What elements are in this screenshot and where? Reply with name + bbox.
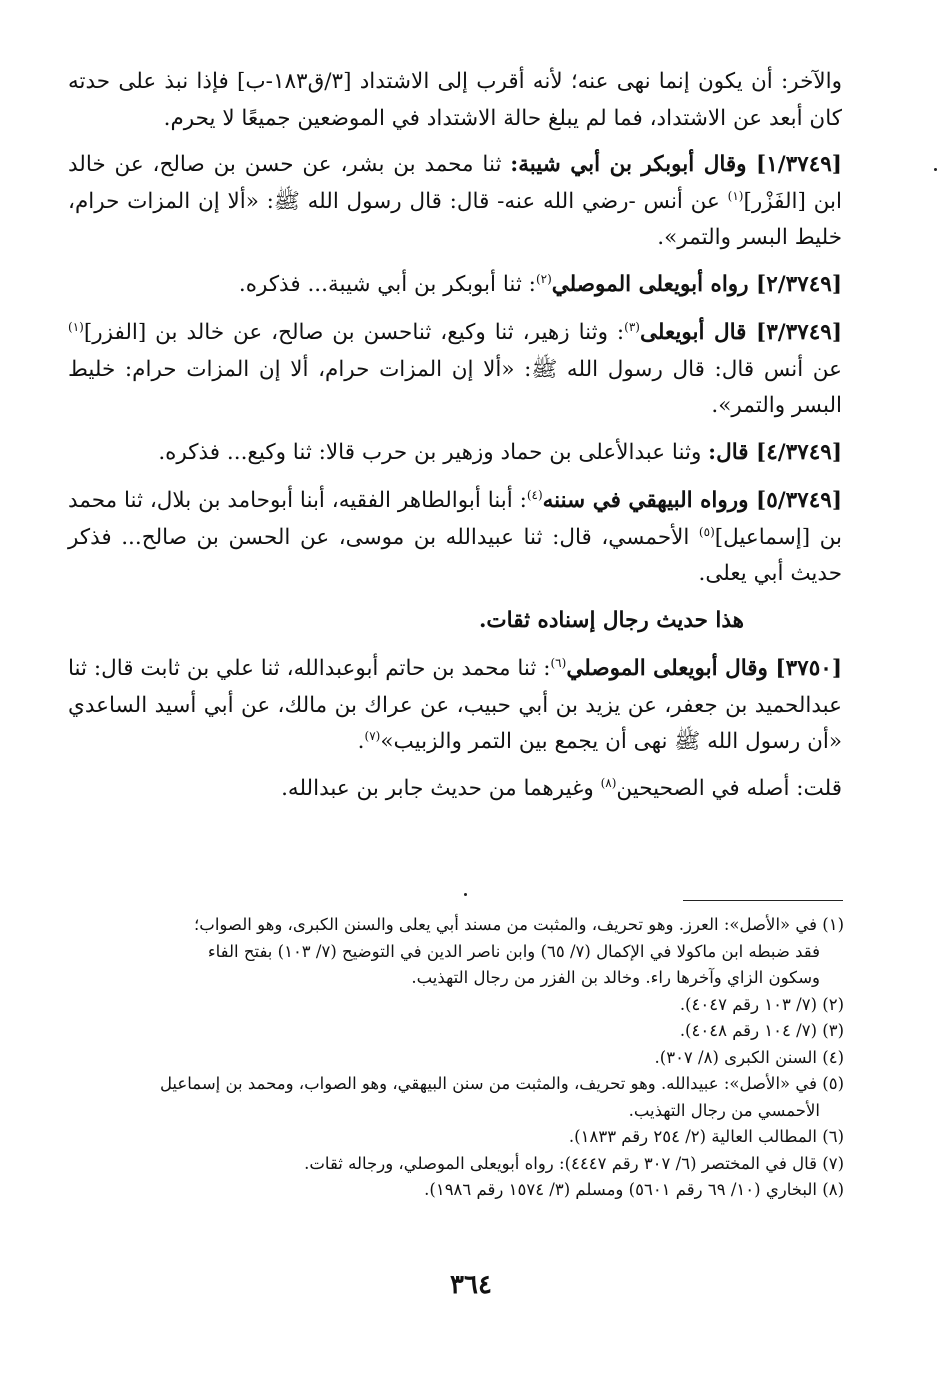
footnote-marker: (٥) xyxy=(698,524,715,539)
margin-mark xyxy=(934,168,937,171)
hadith-text: : أبنا أبوالطاهر الفقيه، أبنا أبوحامد بن بلال، ثنا محمد بن [إسماعيل] xyxy=(68,488,843,550)
author-note xyxy=(68,771,842,808)
footnote-7: (٧) قال في المختصر (٦/ ٣٠٧ رقم ٤٤٤٧): رواه أبويعلى الموصلي، ورجاله ثقات. xyxy=(304,1153,844,1173)
grading-statement: هذا حديث رجال إسناده ثقات. xyxy=(478,607,744,633)
main-text xyxy=(68,64,842,817)
footnote-1-continued: وسكون الزاي وآخرها راء. وخالد بن الفزر من رجال التهذيب. xyxy=(411,968,820,987)
footnote-marker: (٦) xyxy=(550,655,567,670)
footnote-marker: (٣) xyxy=(624,319,640,334)
hadith-text: ثنا محمد بن بشر، عن حسن بن صالح، عن خالد ابن [الفَزْر] xyxy=(68,152,842,214)
hadith-text: الأحمسي، قال: ثنا عبيدالله بن موسى، عن الحسن بن صالح... فذكر حديث أبي يعلى. xyxy=(68,524,842,586)
hadith-3749-2 xyxy=(68,267,842,304)
note-text: وغيرهما من حديث جابر بن عبدالله. xyxy=(281,775,601,801)
footnote-1: (١) في «الأصل»: العرز. وهو تحريف، والمثبت من مسند أبي يعلى والسنن الكبرى، وهو الصواب؛ xyxy=(194,915,844,934)
footnote-4: (٤) السنن الكبرى (٨/ ٣٠٧). xyxy=(654,1047,844,1067)
footnote-8: (٨) البخاري (١٠/ ٦٩ رقم ٥٦٠١) ومسلم (٣/ ١٥٧٤ رقم ١٩٨٦). xyxy=(424,1180,844,1199)
hadith-text: . xyxy=(357,729,365,754)
hadith-3749-5 xyxy=(68,483,842,593)
hadith-text: : ثنا محمد بن حاتم أبوعبدالله، ثنا علي بن ثابت قال: ثنا عبدالحميد بن جعفر، عن يزيد بن أبي حبيب، عن عراك بن مالك، عن أبي أسيد الساعدي «أن رسول الله ﷺ نهى أن يجمع بين التمر والزبيب» xyxy=(68,656,842,754)
footnote-6: (٦) المطالب العالية (٢/ ٢٥٤ رقم ١٨٣٣). xyxy=(568,1127,844,1146)
footnote-marker: (١) xyxy=(727,188,744,203)
footnote-marker: (١) xyxy=(68,319,84,334)
hadith-3749-3 xyxy=(68,315,842,425)
footnote-marker: (٤) xyxy=(526,487,543,502)
footnotes xyxy=(80,912,844,1204)
hadith-3750 xyxy=(68,651,842,761)
footnote-1-continued: فقد ضبطه ابن ماكولا في الإكمال (٧/ ٦٥) وابن ناصر الدين في التوضيح (٧/ ١٠٣) بفتح الفاء xyxy=(207,941,820,961)
hadith-reference: [٣٧٥٠] وقال أبويعلى الموصلي xyxy=(566,656,842,681)
hadith-3749-1 xyxy=(68,147,842,257)
footnote-2: (٢) (٧/ ١٠٣ رقم ٤٠٤٧). xyxy=(679,994,844,1014)
page-number: ٣٦٤ xyxy=(450,1270,492,1300)
paragraph-intro: والآخر: أن يكون إنما نهى عنه؛ لأنه أقرب إلى الاشتداد [٣/ق١٨٣-ب] فإذا نبذ على حدته كان أبعد عن الاشتداد، فما لم يبلغ حالة الاشتداد في الموضعين جميعًا لا يحرم. xyxy=(68,69,842,131)
hadith-3749-4 xyxy=(68,435,842,472)
footnote-3: (٣) (٧/ ١٠٤ رقم ٤٠٤٨). xyxy=(679,1021,844,1040)
footnote-5-continued: الأحمسي من رجال التهذيب. xyxy=(628,1100,820,1120)
hadith-text: عن أنس -رضي الله عنه- قال: قال رسول الله ﷺ: «ألا إن المزات حرام، خليط البسر والتمر». xyxy=(68,188,842,250)
footnote-separator xyxy=(683,900,843,901)
hadith-reference: [٣/٣٧٤٩] قال أبويعلى xyxy=(639,320,842,345)
footnote-marker: (٢) xyxy=(535,271,552,286)
hadith-text: وثنا عبدالأعلى بن حماد وزهير بن حرب قالا: ثنا وكيع... فذكره. xyxy=(158,439,709,465)
hadith-reference: [١/٣٧٤٩] وقال أبوبكر بن أبي شيبة: xyxy=(510,152,842,177)
hadith-reference: [٤/٣٧٤٩] قال: xyxy=(708,439,842,465)
hadith-reference: [٥/٣٧٤٩] ورواه البيهقي في سننه xyxy=(542,488,842,513)
note-text: قلت: أصله في الصحيحين xyxy=(616,775,842,801)
footnote-5: (٥) في «الأصل»: عبيدالله. وهو تحريف، والمثبت من سنن البيهقي، وهو الصواب، ومحمد بن إسماعيل xyxy=(159,1074,844,1093)
hadith-text: : ثنا أبوبكر بن أبي شيبة... فذكره. xyxy=(238,271,536,297)
hadith-text: عن أنس قال: قال رسول الله ﷺ: «ألا إن المزات حرام، ألا إن المزات حرام: خليط البسر والتمر». xyxy=(68,356,842,418)
footnote-marker: (٨) xyxy=(600,775,617,790)
hadith-text: : وثنا زهير، ثنا وكيع، ثناحسن بن صالح، عن خالد بن [الفزر] xyxy=(83,320,625,345)
center-dot xyxy=(464,893,467,896)
footnote-marker: (٧) xyxy=(364,728,381,743)
hadith-reference: [٢/٣٧٤٩] رواه أبويعلى الموصلي xyxy=(551,271,842,297)
